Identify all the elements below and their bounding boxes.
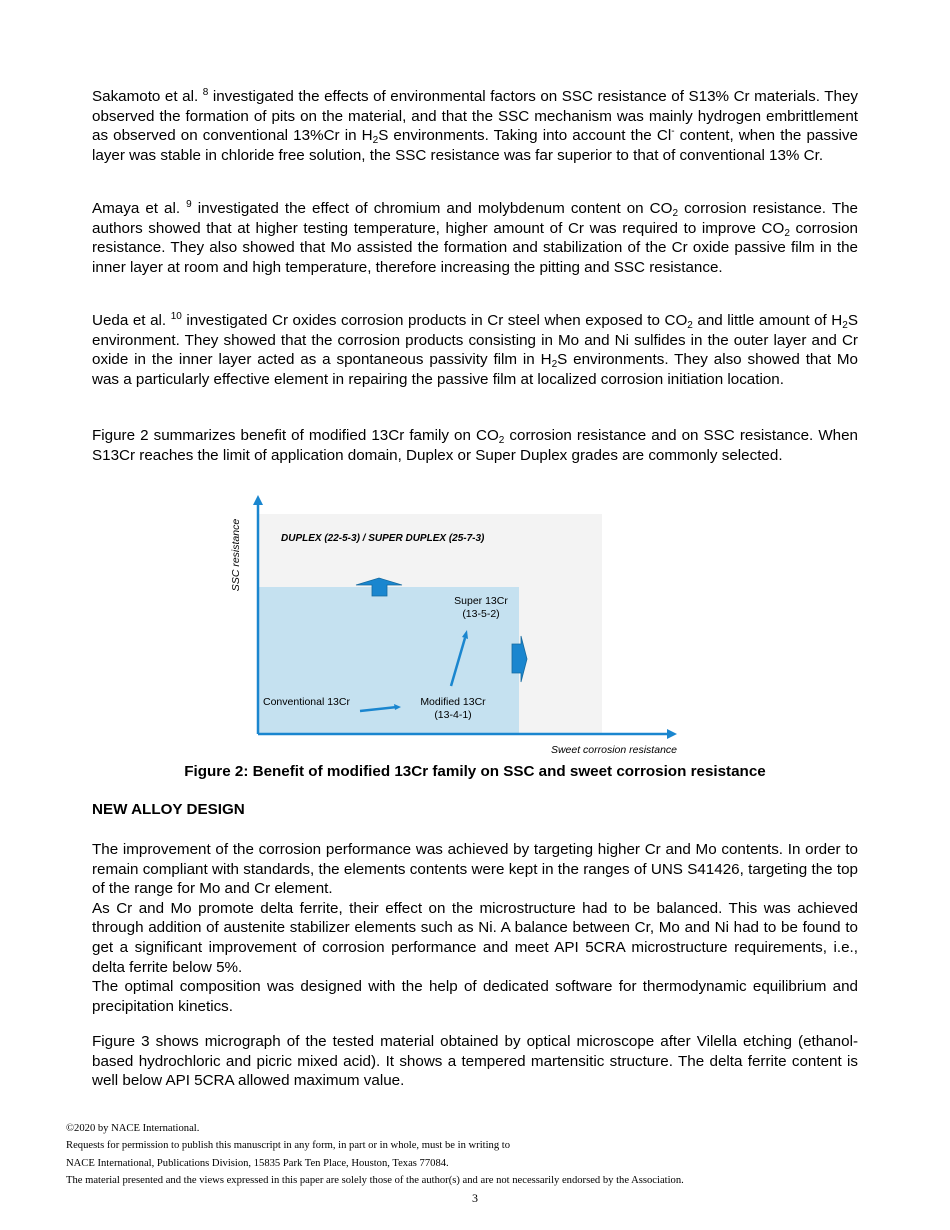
footer-permission: Requests for permission to publish this manuscript in any form, in part or in whole, must be in writing to xyxy=(66,1140,511,1152)
super-13cr-composition: (13-5-2) xyxy=(462,608,500,620)
page-number: 3 xyxy=(472,1191,478,1205)
x-axis-label: Sweet corrosion resistance xyxy=(550,744,677,756)
conventional-13cr-label: Conventional 13Cr xyxy=(263,696,350,708)
paragraph-alloy-design: The improvement of the corrosion performance was achieved by targeting higher Cr and Mo contents. In order to remain compliant with standards, the elements contents were kept in the ranges of UNS S41426, targeting the top of the range for Mo and Cr element. As Cr and Mo promote delta ferrite, their effect on the microstructure had to be balanced. This was achieved through addition of austenite stabilizer elements such as Ni. A balance between Cr, Mo and Ni had to be found to get a significant improvement of corrosion performance and meet API 5CRA microstructure requirements, i.e., delta ferrite below 5%. The optimal composition was designed with the help of dedicated software for thermodynamic equilibrium and precipitation kinetics. xyxy=(92,841,858,1015)
paragraph-figure3-intro: Figure 3 shows micrograph of the tested material obtained by optical microscope after Vilella etching (ethanol-based hydrochloric and picric mixed acid). It shows a tempered martensitic structure. The delta ferrite content is well below API 5CRA allowed maximum value. xyxy=(92,1033,858,1090)
paragraph-figure2-intro: Figure 2 summarizes benefit of modified 13Cr family on $CO_2$ corrosion resistance and on SSC resistance. When S13Cr reaches the limit of application domain, Duplex or Super Duplex grades are commonly selected. xyxy=(92,427,858,464)
reference-10: 10 xyxy=(170,311,182,322)
paragraph-ueda: Ueda et al. $^{10}$ investigated Cr oxides corrosion products in Cr steel when exposed to $CO_2$ and little amount of $H_2S$ environment. They showed that the corrosion products consisting in Mo and Ni sulfides in the outer layer and Cr oxide in the inner layer acted as a spontaneous passivity film in $H_2S$ environments. They also showed that Mo was a particularly effective element in repairing the passive film at localized corrosion initiation location. xyxy=(92,311,858,388)
modified-13cr-composition: (13-4-1) xyxy=(434,709,472,721)
footer-disclaimer: The material presented and the views expressed in this paper are solely those of the author(s) and are not necessarily endorsed by the Association. xyxy=(66,1174,684,1186)
paragraph-amaya: Amaya et al. $^9$ investigated the effect of chromium and molybdenum content on $CO_2$ corrosion resistance. The authors showed that at higher testing temperature, higher amount of Cr was required to improve $CO_2$ corrosion resistance. They also showed that Mo assisted the formation and stabilization of the Cr oxide passive film in the inner layer at room and high temperature, therefore increasing the pitting and SSC resistance. xyxy=(92,199,858,276)
footer-address: NACE International, Publications Division, 15835 Park Ten Place, Houston, Texas 77084. xyxy=(66,1157,449,1169)
reference-8: 8 xyxy=(202,87,209,98)
section-heading-new-alloy-design: NEW ALLOY DESIGN xyxy=(92,801,245,818)
y-axis-label: SSC resistance xyxy=(230,518,242,592)
super-13cr-label: Super 13Cr xyxy=(454,595,508,607)
figure-2-caption: Figure 2: Benefit of modified 13Cr family on SSC and sweet corrosion resistance xyxy=(184,763,766,780)
footer-copyright: ©2020 by NACE International. xyxy=(66,1123,200,1134)
copyright-footer xyxy=(66,1120,886,1189)
reference-9: 9 xyxy=(186,199,192,210)
modified-13cr-label: Modified 13Cr xyxy=(420,696,486,708)
duplex-label: DUPLEX (22-5-3) / SUPER DUPLEX (25-7-3) xyxy=(281,533,485,544)
paragraph-sakamoto: Sakamoto et al. $^8$ investigated the effects of environmental factors on SSC resistance of S13% Cr materials. They observed the formation of pits on the material, and that the SSC mechanism was mainly hydrogen embrittlement as observed on conventional 13%Cr in $H_2S$ environments. Taking into account the Cl- content, when the passive layer was stable in chloride free solution, the SSC resistance was far superior to that of conventional 13% Cr. xyxy=(92,87,858,164)
